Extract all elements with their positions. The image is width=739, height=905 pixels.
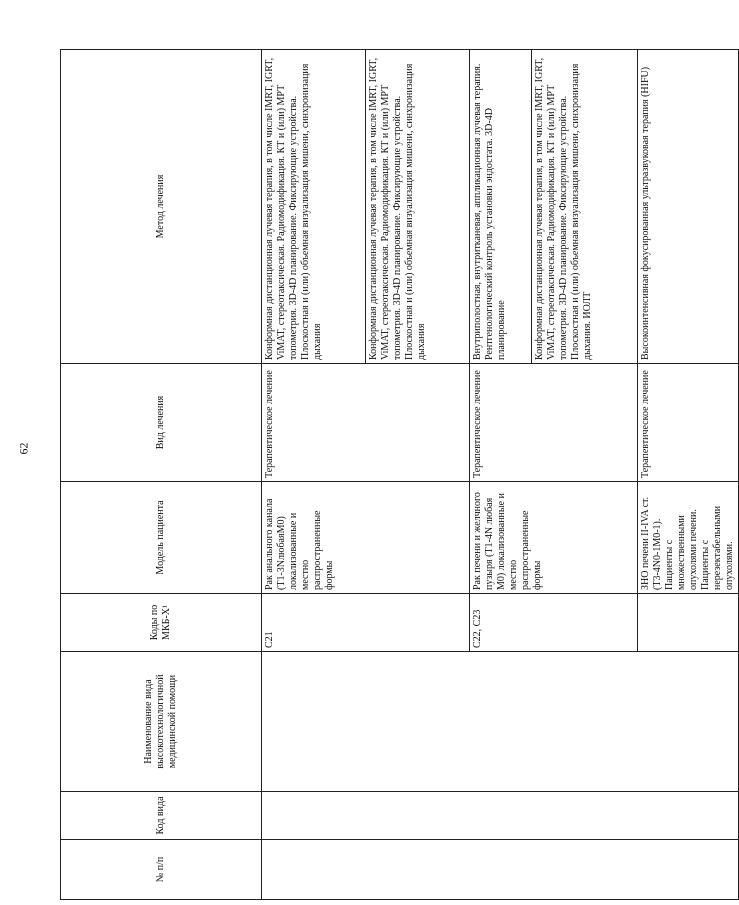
cell-type: Терапевтическое лечение	[262, 364, 470, 482]
cell-method: Конформная дистанционная лучевая терапия, в том числе IMRT, IGRT, ViMAT, стереотаксическая. Радиомодификация. КТ и (или) МРТ топометрия. 3D-4D планирование. Фиксирующие устройства. Плоскостная и (или) объемная визуализация мишени, синхронизация дыхания. ИОЛТ	[532, 50, 638, 364]
header-row	[61, 50, 262, 900]
cell-model: Рак анального канала (T1-3NлюбаяM0) локализованные и местно распространенные формы	[262, 482, 470, 594]
cell-num	[262, 840, 739, 900]
header-code: Код вида	[61, 792, 262, 840]
rotated-table-container	[60, 50, 735, 900]
cell-method: Внутриполостная, внутритканевая, аппликационная лучевая терапия. Рентгенологический контроль установки эндостата. 3D-4D планирование	[470, 50, 532, 364]
cell-method: Конформная дистанционная лучевая терапия, в том числе IMRT, IGRT, ViMAT, стереотаксическая. Радиомодификация. КТ и (или) МРТ топометрия. 3D-4D планирование. Фиксирующие устройства. Плоскостная и (или) объемная визуализация мишени, синхронизация дыхания	[262, 50, 366, 364]
cell-type: Терапевтическое лечение	[470, 364, 638, 482]
header-name: Наименование вида высокотехнологичной медицинской помощи	[61, 652, 262, 792]
treatment-methods-table	[60, 49, 739, 900]
header-icd: Коды по МКБ-Х¹	[61, 594, 262, 652]
cell-icd	[638, 594, 739, 652]
cell-code	[262, 792, 739, 840]
header-type: Вид лечения	[61, 364, 262, 482]
table-row	[262, 50, 366, 900]
page-number: 62	[16, 442, 31, 455]
cell-method: Высокоинтенсивная фокусированная ультразвуковая терапия (HIFU)	[638, 50, 739, 364]
header-model: Модель пациента	[61, 482, 262, 594]
cell-name	[262, 652, 739, 792]
cell-model: Рак печени и желчного пузыря (T1-4N любая M0) локализованные и местно распространенные формы	[470, 482, 638, 594]
cell-model: ЗНО печени II-IVA ст. (T3-4N0-1M0-1). Пациенты с множественными опухолями печени. Пациенты с нерезектабельными опухолями.	[638, 482, 739, 594]
cell-type: Терапевтическое лечение	[638, 364, 739, 482]
cell-icd: C22, C23	[470, 594, 638, 652]
header-num: № п/п	[61, 840, 262, 900]
cell-method: Конформная дистанционная лучевая терапия, в том числе IMRT, IGRT, ViMAT, стереотаксическая. Радиомодификация. КТ и (или) МРТ топометрия. 3D-4D планирование. Фиксирующие устройства. Плоскостная и (или) объемная визуализация мишени, синхронизация дыхания	[366, 50, 470, 364]
header-method: Метод лечения	[61, 50, 262, 364]
cell-icd: C21	[262, 594, 470, 652]
